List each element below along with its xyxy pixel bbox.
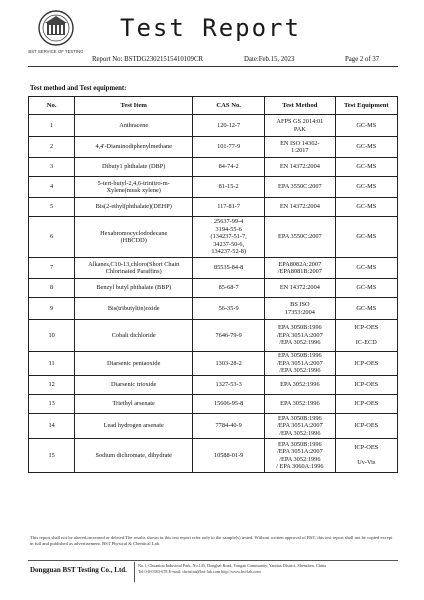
footer-disclaimer: This report shall not be altered,increased or deleted.The results shown in this test report refer only to the sample(s) tested. Without written approval of BST, this test report shall not be copied except in full and published as advertisement. BST Physical & Chemical Lab. xyxy=(30,535,393,546)
cell-test-equipment xyxy=(335,279,397,298)
cell-test-method-line: EPA 3050B:1996 xyxy=(278,324,322,332)
cell-test-item xyxy=(75,115,193,137)
cell-test-equipment-line: GC-MS xyxy=(356,304,377,312)
cell-test-method-line: EPA 3550C:2007 xyxy=(278,183,322,191)
cell-no: 11 xyxy=(29,352,75,376)
cell-test-method-line: EPA 3050B:1996 xyxy=(278,352,322,360)
cell-test-item xyxy=(75,376,193,395)
cell-test-item-line: Diarsenic trioxide xyxy=(111,381,157,389)
cell-test-method xyxy=(265,279,335,298)
cell-test-equipment-line: GC-MS xyxy=(356,121,377,129)
cell-test-equipment-line: ICP-OES xyxy=(354,444,379,452)
cell-test-method-line: /EPA 3052:1996 xyxy=(279,429,321,437)
cell-test-method-line: /EPA 3051A:2007 xyxy=(276,448,323,456)
cell-no: 5 xyxy=(29,198,75,217)
report-date: Date:Feb.15, 2023 xyxy=(244,56,295,63)
cell-test-item-line: Benzyl butyl phthalate (BBP) xyxy=(96,284,172,292)
table-row xyxy=(29,279,398,298)
cell-test-equipment xyxy=(335,137,397,158)
cell-test-equipment-line: GC-MS xyxy=(356,284,377,292)
cell-test-equipment-line: ICP-OES xyxy=(354,381,379,389)
cell-test-method xyxy=(265,137,335,158)
cell-test-item-line: Diarsenic pentaoxide xyxy=(107,359,161,367)
cell-cas-no-line: 84-74-2 xyxy=(218,163,239,171)
cell-test-equipment xyxy=(335,414,397,439)
cell-test-equipment xyxy=(335,298,397,320)
table-body xyxy=(29,115,398,473)
cell-test-method-line: EPA 3050B:1996 xyxy=(278,414,322,422)
cell-test-equipment-line: GC-MS xyxy=(356,183,377,191)
cell-cas-no-line: 15606-95-8 xyxy=(213,400,244,408)
cell-test-method-line: BS ISO xyxy=(290,301,310,309)
cell-no: 7 xyxy=(29,258,75,279)
cell-test-item-line: Xylene(musk xylene) xyxy=(106,187,161,194)
cell-test-equipment-line: ICP-OES xyxy=(354,324,379,332)
cell-cas-no-line: 120-12-7 xyxy=(217,121,241,129)
table-row xyxy=(29,439,398,473)
cell-test-method-line: 17353:2004 xyxy=(284,308,315,316)
table-row xyxy=(29,320,398,352)
address-line-1: No.1, Chuantou Industrial Park, No.145, Donghai Road, Yongan Community, Yantian District, Shenzhen, China xyxy=(138,563,326,568)
cell-cas-no xyxy=(193,217,265,258)
cell-cas-no-line: (134237-51-7, xyxy=(210,233,247,241)
cell-test-item xyxy=(75,320,193,352)
cell-test-equipment xyxy=(335,320,397,352)
cell-cas-no-line: 34237-50-6, xyxy=(213,240,245,248)
cell-test-equipment xyxy=(335,439,397,473)
cell-test-method-line: EN 14372:2004 xyxy=(279,163,320,171)
cell-test-item-line: 4,4'-Diaminodiphenylmethane xyxy=(95,143,172,151)
col-header-item: Test Item xyxy=(75,97,193,115)
cell-test-method-line: AFPS GS 2014:01 xyxy=(276,118,324,126)
cell-test-method xyxy=(265,414,335,439)
cell-no: 15 xyxy=(29,439,75,473)
cell-cas-no xyxy=(193,137,265,158)
cell-test-method-line: 1:2017 xyxy=(291,147,309,154)
cell-cas-no xyxy=(193,320,265,352)
cell-test-item-line: Hexabromocyclododecane xyxy=(100,229,168,237)
cell-test-equipment xyxy=(335,198,397,217)
cell-test-equipment xyxy=(335,352,397,376)
cell-cas-no-line: 3194-55-6 xyxy=(215,225,242,233)
page-title: Test Report xyxy=(120,14,301,42)
cell-cas-no xyxy=(193,376,265,395)
cell-test-item xyxy=(75,395,193,414)
table-row xyxy=(29,137,398,158)
cell-cas-no xyxy=(193,115,265,137)
cell-no: 1 xyxy=(29,115,75,137)
cell-test-method-line: EPA 3052:1996 xyxy=(280,381,320,389)
cell-cas-no-line: 1327-53-3 xyxy=(215,381,242,389)
cell-test-method-line: EN ISO 14362- xyxy=(280,139,320,147)
cell-test-item-line: Dibuty1 phthalate (DBP) xyxy=(102,163,166,171)
footer-separator xyxy=(134,562,135,582)
table-row xyxy=(29,352,398,376)
cell-test-method xyxy=(265,115,335,137)
cell-cas-no xyxy=(193,439,265,473)
cell-test-equipment xyxy=(335,217,397,258)
col-header-method: Test Method xyxy=(265,97,335,115)
cell-no: 3 xyxy=(29,158,75,177)
col-header-no: No. xyxy=(29,97,75,115)
cell-test-method-line: EPA 3050B:1996 xyxy=(278,440,322,448)
table-row xyxy=(29,177,398,198)
col-header-equipment: Test Equipment xyxy=(335,97,397,115)
cell-cas-no-line: 85535-84-8 xyxy=(213,264,244,272)
cell-cas-no-line: 101-77-9 xyxy=(217,143,241,151)
cell-test-item-line: Alkanes,C10-13,chloro(Short Chain xyxy=(88,260,180,268)
cell-no: 2 xyxy=(29,137,75,158)
test-method-table xyxy=(28,96,398,473)
cell-test-method-line: EN 14372:2004 xyxy=(279,203,320,211)
cell-test-item xyxy=(75,198,193,217)
cell-test-method-line: /EPA 3052:1996 xyxy=(279,367,321,375)
cell-test-item-line: 5-tert-butyl-2,4,6-trinitro-m- xyxy=(97,179,170,187)
cell-cas-no-line: 134237-52-8) xyxy=(211,248,246,256)
cell-no: 13 xyxy=(29,395,75,414)
table-row xyxy=(29,158,398,177)
cell-test-method-line: EN 14372:2004 xyxy=(279,284,320,292)
cell-test-method xyxy=(265,158,335,177)
cell-test-item-line: Triethyl arsenate xyxy=(112,400,155,408)
cell-test-method-line: EPA8082A:2007 xyxy=(278,260,322,268)
table-header-row xyxy=(29,97,398,115)
cell-test-method-line: /EPA 3051A:2007 xyxy=(276,331,323,339)
cell-test-equipment-line: ICP-OES xyxy=(354,422,379,430)
col-header-cas: CAS No. xyxy=(193,97,265,115)
cell-test-equipment-line: ICP-OES xyxy=(354,400,379,408)
cell-test-item-line: (HBCDD) xyxy=(120,237,147,244)
cell-cas-no-line: 56-35-9 xyxy=(218,304,239,312)
cell-test-equipment xyxy=(335,158,397,177)
cell-test-method xyxy=(265,395,335,414)
cell-test-method xyxy=(265,352,335,376)
section-title: Test method and Test equipment: xyxy=(30,85,127,92)
cell-test-equipment-line xyxy=(338,332,395,339)
table-row xyxy=(29,217,398,258)
cell-no: 6 xyxy=(29,217,75,258)
cell-test-method xyxy=(265,439,335,473)
table-row xyxy=(29,298,398,320)
cell-test-method-line: EPA 3550C:2007 xyxy=(278,233,322,241)
cell-test-item-line: Anthracene xyxy=(119,121,149,129)
cell-test-equipment-line: GC-MS xyxy=(356,264,377,272)
cell-test-equipment-line: GC-MS xyxy=(356,233,377,241)
cell-no: 4 xyxy=(29,177,75,198)
footer-divider xyxy=(28,560,398,561)
cell-cas-no xyxy=(193,352,265,376)
company-address xyxy=(138,563,326,574)
cell-test-method-line: /EPA 3052:1996 xyxy=(279,455,321,463)
cell-test-method xyxy=(265,320,335,352)
cell-test-item xyxy=(75,258,193,279)
cell-test-method xyxy=(265,198,335,217)
cell-test-item xyxy=(75,439,193,473)
cell-test-item xyxy=(75,352,193,376)
table-row xyxy=(29,258,398,279)
cell-cas-no xyxy=(193,298,265,320)
cell-test-equipment-line: IC-ECD xyxy=(355,339,377,347)
cell-no: 14 xyxy=(29,414,75,439)
cell-cas-no xyxy=(193,395,265,414)
cell-cas-no-line: 10588-01-9 xyxy=(213,451,244,459)
cell-test-equipment xyxy=(335,258,397,279)
cell-test-item xyxy=(75,137,193,158)
cell-test-method xyxy=(265,217,335,258)
cell-cas-no-line: 85-68-7 xyxy=(218,284,239,292)
table-row xyxy=(29,198,398,217)
table-row xyxy=(29,414,398,439)
bst-logo xyxy=(28,8,84,56)
cell-test-method-line: EPA 3052:1996 xyxy=(280,400,320,408)
cell-test-equipment-line: ICP-OES xyxy=(354,359,379,367)
cell-no: 12 xyxy=(29,376,75,395)
cell-test-item-line: Lead hydrogen arsenate xyxy=(103,422,164,430)
cell-test-equipment-line: GC-MS xyxy=(356,143,377,151)
cell-test-method xyxy=(265,376,335,395)
cell-test-item xyxy=(75,158,193,177)
cell-cas-no xyxy=(193,198,265,217)
table-row xyxy=(29,115,398,137)
cell-test-method xyxy=(265,177,335,198)
cell-test-item-line: Sodium dichromate, dihydrate xyxy=(95,451,172,459)
header-divider xyxy=(28,66,398,67)
cell-cas-no-line: 7646-79-9 xyxy=(215,331,242,339)
cell-cas-no xyxy=(193,258,265,279)
cell-no: 10 xyxy=(29,320,75,352)
cell-test-equipment xyxy=(335,177,397,198)
cell-test-item-line: Chlorinated Paraffins) xyxy=(105,268,162,275)
cell-test-method-line: /EPA 3051A:2007 xyxy=(276,422,323,430)
cell-test-equipment xyxy=(335,395,397,414)
logo-text: BST SERVICE OF TESTING xyxy=(28,49,84,54)
table-row xyxy=(29,376,398,395)
cell-test-item-line: Bis(2-ethyl(phthalate)(DEHP) xyxy=(95,203,172,211)
address-line-2: Tel:0-8-0383-678 E-mail: christina@bst-lab.com http://www.bst-lab.com xyxy=(138,568,261,574)
cell-test-equipment xyxy=(335,115,397,137)
cell-test-method-line: /EPA 3051A:2007 xyxy=(276,359,323,367)
cell-test-equipment-line: GC-MS xyxy=(356,203,377,211)
report-number: Report No: BSTDG23021515410109CR xyxy=(92,56,204,63)
cell-test-equipment-line: GC-MS xyxy=(356,163,377,171)
cell-test-item xyxy=(75,217,193,258)
cell-test-method-line: /EPA8081B:2007 xyxy=(277,268,322,275)
cell-test-item-line: Bis(tributyltin)oxide xyxy=(107,304,160,312)
cell-cas-no xyxy=(193,177,265,198)
cell-test-method-line: PAK xyxy=(293,125,306,133)
cell-no: 8 xyxy=(29,279,75,298)
cell-cas-no xyxy=(193,414,265,439)
cell-test-equipment-line xyxy=(338,452,395,459)
cell-test-method xyxy=(265,258,335,279)
cell-cas-no-line: 1303-28-2 xyxy=(215,359,242,367)
cell-test-item xyxy=(75,177,193,198)
cell-no: 9 xyxy=(29,298,75,320)
cell-cas-no-line: 117-81-7 xyxy=(217,203,241,211)
cell-cas-no xyxy=(193,158,265,177)
cell-test-equipment-line: Uv-Vis xyxy=(357,459,376,467)
cell-test-method-line: /EPA 3052:1996 xyxy=(279,339,321,347)
cell-test-method-line: / EPA 3060A:1996 xyxy=(276,462,324,470)
cell-test-item xyxy=(75,414,193,439)
cell-test-item xyxy=(75,279,193,298)
cell-cas-no-line: 25637-99-4 xyxy=(213,218,244,226)
cell-test-equipment xyxy=(335,376,397,395)
cell-test-item-line: Cobalt dichloride xyxy=(111,331,156,339)
page-number: Page 2 of 37 xyxy=(345,56,380,63)
cell-cas-no xyxy=(193,279,265,298)
table-row xyxy=(29,395,398,414)
cell-test-item xyxy=(75,298,193,320)
company-name: Dongguan BST Testing Co., Ltd. xyxy=(30,566,127,574)
cell-cas-no-line: 7784-40-9 xyxy=(215,422,242,430)
cell-test-method xyxy=(265,298,335,320)
cell-cas-no-line: 81-15-2 xyxy=(218,183,239,191)
